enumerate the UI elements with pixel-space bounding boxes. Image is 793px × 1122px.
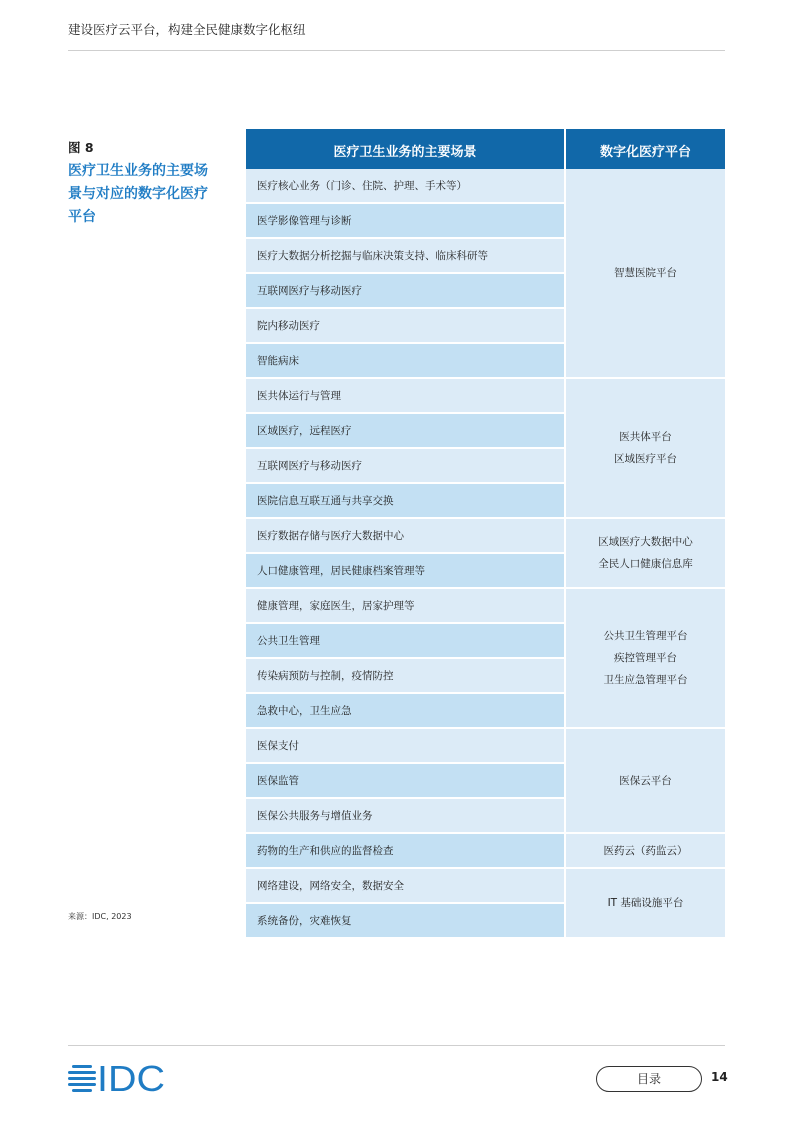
platform-cell [565,169,725,378]
scenario-cell: 网络建设，网络安全，数据安全 [246,868,565,903]
scenario-cell: 急救中心，卫生应急 [246,693,565,728]
page-number: 14 [711,1070,728,1084]
table-row [246,518,725,553]
scenario-cell: 医疗大数据分析挖掘与临床决策支持、临床科研等 [246,238,565,273]
platform-name: 医药云（药监云） [603,844,688,857]
scenario-cell: 医疗核心业务（门诊、住院、护理、手术等） [246,169,565,203]
scenario-platform-table [246,129,725,939]
column-header-platforms: 数字化医疗平台 [565,130,725,169]
footer-divider [68,1045,725,1046]
platform-name: 区域医疗大数据中心 [598,536,693,548]
platform-name: 疾控管理平台 [614,652,677,664]
svg-text:IDC: IDC [97,1062,165,1092]
table-row [246,588,725,623]
scenario-cell: 人口健康管理，居民健康档案管理等 [246,553,565,588]
platform-name: 医共体平台 [619,431,672,443]
platform-cell [565,378,725,518]
platform-cell [565,868,725,938]
scenario-cell: 系统备份，灾难恢复 [246,903,565,938]
scenario-cell: 医院信息互联互通与共享交换 [246,483,565,518]
scenario-cell: 智能病床 [246,343,565,378]
figure-source: 来源：IDC, 2023 [68,912,132,921]
scenario-cell: 传染病预防与控制，疫情防控 [246,658,565,693]
toc-button[interactable]: 目录 [596,1066,702,1092]
figure-title: 医疗卫生业务的主要场景与对应的数字化医疗平台 [68,163,208,225]
scenario-cell: 医共体运行与管理 [246,378,565,413]
scenario-cell: 医学影像管理与诊断 [246,203,565,238]
scenario-cell: 医疗数据存储与医疗大数据中心 [246,518,565,553]
platform-name: 医保云平台 [619,774,672,787]
platform-cell [565,588,725,728]
platform-name: 公共卫生管理平台 [603,630,688,642]
table-row [246,728,725,763]
platform-name: 区域医疗平台 [614,453,677,465]
scenario-cell: 互联网医疗与移动医疗 [246,273,565,308]
scenario-cell: 区域医疗，远程医疗 [246,413,565,448]
scenario-cell: 医保公共服务与增值业务 [246,798,565,833]
scenario-cell: 药物的生产和供应的监督检查 [246,833,565,868]
figure-label: 图 8 [68,140,94,155]
platform-cell [565,518,725,588]
scenario-cell: 医保支付 [246,728,565,763]
scenario-cell: 院内移动医疗 [246,308,565,343]
table-row [246,169,725,203]
scenario-cell: 医保监管 [246,763,565,798]
platform-cell [565,833,725,868]
table-header-row [246,130,725,169]
table-row [246,868,725,903]
running-header: 建设医疗云平台，构建全民健康数字化枢纽 [68,22,306,37]
scenario-cell: 健康管理，家庭医生，居家护理等 [246,588,565,623]
scenario-cell: 公共卫生管理 [246,623,565,658]
idc-logo [68,1062,168,1096]
column-header-scenarios: 医疗卫生业务的主要场景 [246,130,565,169]
platform-name: 全民人口健康信息库 [598,558,693,570]
header-divider [68,50,725,51]
platform-name: 智慧医院平台 [614,267,677,279]
platform-name: IT 基础设施平台 [607,897,684,909]
scenario-cell: 互联网医疗与移动医疗 [246,448,565,483]
table-row [246,378,725,413]
platform-name: 卫生应急管理平台 [603,674,688,686]
platform-cell [565,728,725,833]
table-row [246,833,725,868]
